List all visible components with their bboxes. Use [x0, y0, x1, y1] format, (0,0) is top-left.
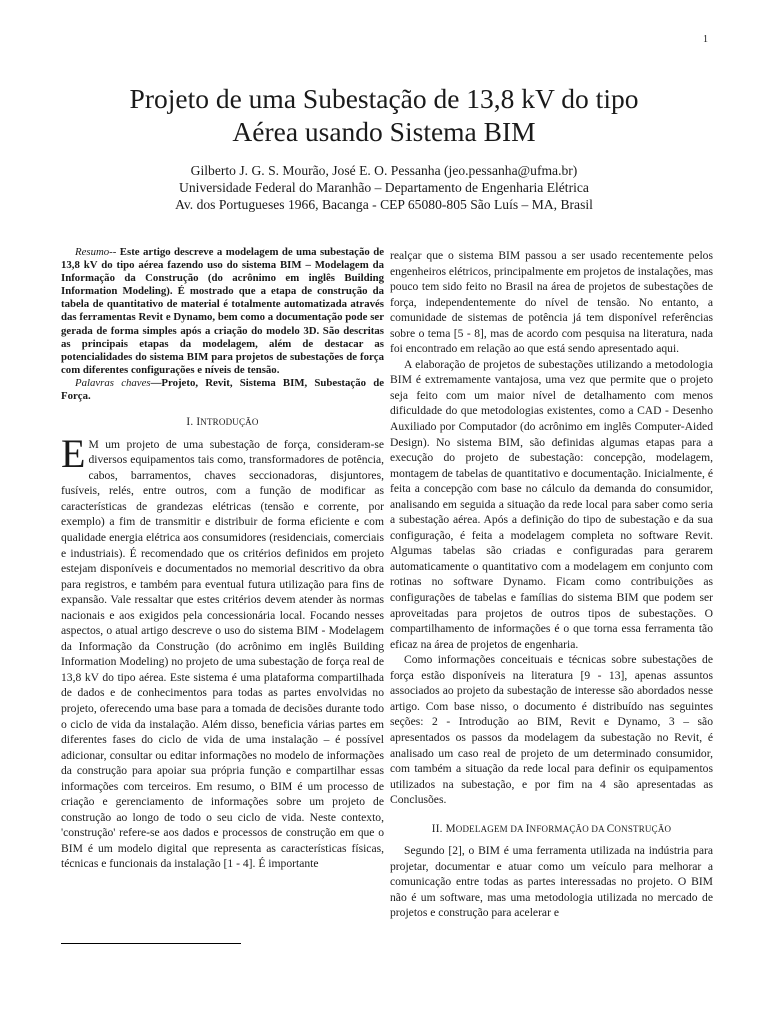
- body-paragraph: A elaboração de projetos de subestações utilizando a metodologia BIM é extremamente vantajosa, uma vez que permite que o projeto seja feito com um maior nível de detalhamento com menos dificuldade do que metodologias existentes, como a CAD - Desenho Auxiliado por Computador (do acrônimo em inglês Computer-Aided Design). No sistema BIM, são definidas algumas etapas para a execução do projeto de subestação: concepção, modelagem, montagem de tabelas de quantitativo e documentação. Inicialmente, é feita a concepção com base no cálculo da demanda do consumidor, analisando em seguida a situação da rede local para saber como seria a subestação aérea. Após a definição do tipo de subestação e da sua configuração, é feita a modelagem completa no software Revit. Algumas tabelas são criadas e configuradas para gerarem automaticamente o quantitativo com a modelagem em conjunto com rotinas no software Dynamo. Ficam como contribuições as configurações de tabelas e famílias do sistema BIM que podem ser aproveitadas para projetos de outros tipos de subestações. O compartilhamento de informações é o que torna essa ferramenta tão eficaz na área de projetos de engenharia.: [390, 357, 713, 651]
- intro-paragraph: E M um projeto de uma subestação de força, consideram-se diversos equipamentos tais como, transformadores de potência, cabos, barramentos, chaves seccionadoras, disjuntores, fusíveis, relés, entre outros, com a função de modificar as características de grandezas elétricas (tensão e corrente, por exemplo) a fim de transmitir e distribuir de forma eficiente e com qualidade energia elétrica aos consumidores (residenciais, comerciais e industriais). É recomendado que os critérios definidos em projeto estejam disponíveis e documentados no memorial descritivo da obra para registros, e também para eventual futura utilização para fins de expansão. Vale ressaltar que estes critérios devem atender às normas nacionais e aos exigidos pela concessionária local. Focando nesses aspectos, o atual artigo descreve o uso do sistema BIM - Modelagem da Informação da Construção (do acrônimo em inglês Building Information Modeling) no projeto de uma subestação de força real de 13,8 kV do tipo aérea. Este sistema é uma plataforma compartilhada de dados e de conhecimentos para todas as partes envolvidas no projeto, oferecendo uma base para a tomada de decisões durante todo o ciclo de vida da instalação. Além disso, beneficia várias partes em diferentes fases do ciclo de vida de uma instalação – é possível adicionar, consultar ou editar informações no modelo de informações da construção para apoiar sua própria função e compartilhar essas informações com terceiros. Em resumo, o BIM é um processo de criação e gerenciamento de informações sobre um projeto de construção ao longo de todo o seu ciclo de vida. Neste contexto, 'construção' refere-se aos dados e processos de construção em que o BIM é um modelo digital que representa as características físicas, técnicas e funcionais da instalação [1 - 4]. É importante: [61, 430, 384, 871]
- body-paragraph: realçar que o sistema BIM passou a ser usado recentemente pelos engenheiros elétricos, principalmente em projetos de instalações, mas pouco tem sido feito no Brasil na área de projetos de subestações de força, independentemente do nível de tensão. No entanto, a comunidade de sistemas de potência já tem disponível referências sobre o tema [5 - 8], mas de acordo com pesquisa na literatura, nada foi encontrado em relação ao que está sendo apresentado aqui.: [390, 249, 713, 356]
- body-paragraph: Como informações conceituais e técnicas sobre subestações de força estão disponíveis na literatura [9 - 13], apenas assuntos associados ao projeto da subestação de interesse são abordados nesse artigo. Com base nisso, o documento é distribuído nas seguintes seções: 2 - Introdução ao BIM, Revit e Dynamo, 3 – são apresentados os passos da modelagem da subestação no Revit, é analisado um caso real de projeto de um determinado consumidor, com também a situação da rede local para definir os equipamentos utilizados na subestação, e por fim na 4 são apresentadas as Conclusões.: [390, 653, 713, 807]
- section-heading-bim: II. MODELAGEM DA INFORMAÇÃO DA CONSTRUÇÃO: [431, 822, 672, 835]
- drop-cap: E: [61, 430, 86, 476]
- affiliation: Universidade Federal do Maranhão – Departamento de Engenharia Elétrica: [179, 180, 589, 195]
- two-column-body: [61, 246, 713, 976]
- footnote-rule: [61, 943, 241, 944]
- author-info: [60, 162, 708, 213]
- authors: Gilberto J. G. S. Mourão, José E. O. Pessanha (jeo.pessanha@ufma.br): [190, 163, 578, 178]
- page-number: 1: [703, 34, 708, 45]
- keywords: [61, 377, 384, 403]
- left-column: [61, 246, 384, 872]
- title-block: [60, 82, 708, 213]
- keywords-label: Palavras chaves: [75, 376, 151, 389]
- title-line-1: Projeto de uma Subestação de 13,8 kV do tipo: [129, 83, 639, 114]
- address: Av. dos Portugueses 1966, Bacanga - CEP 65080-805 São Luís – MA, Brasil: [175, 197, 593, 212]
- body-paragraph: Segundo [2], o BIM é uma ferramenta utilizada na indústria para projetar, documentar e atuar como um veículo para melhorar a comunicação entre todas as partes interessadas no projeto. O BIM não é um software, mas uma metodologia utilizada no mercado de projetos e construção para acelerar e: [390, 844, 713, 920]
- abstract: [61, 246, 384, 377]
- abstract-label: Resumo--: [75, 246, 117, 258]
- abstract-text: Este artigo descreve a modelagem de uma subestação de 13,8 kV do tipo aérea fazendo uso do sistema BIM – Modelagem da Informação da Construção (do acrônimo em inglês Building Information Modeling). É mostrado que a etapa de construção da tabela de quantitativo de material é totalmente automatizada através das ferramentas Revit e Dynamo, bem como a documentação pode ser gerada de forma simples após a criação do modelo 3D. São descritas as principais etapas da modelagem, além de destacar as potencialidades do sistema BIM para projetos de subestações de força com diferentes configurações e níveis de tensão.: [61, 246, 384, 376]
- keywords-text: —Projeto, Revit, Sistema BIM, Subestação de Força.: [61, 376, 385, 403]
- section-heading-introduction: I. INTRODUÇÃO: [186, 416, 259, 429]
- paper-title: [60, 82, 708, 148]
- title-line-2: Aérea usando Sistema BIM: [232, 116, 536, 147]
- right-column: [390, 248, 713, 921]
